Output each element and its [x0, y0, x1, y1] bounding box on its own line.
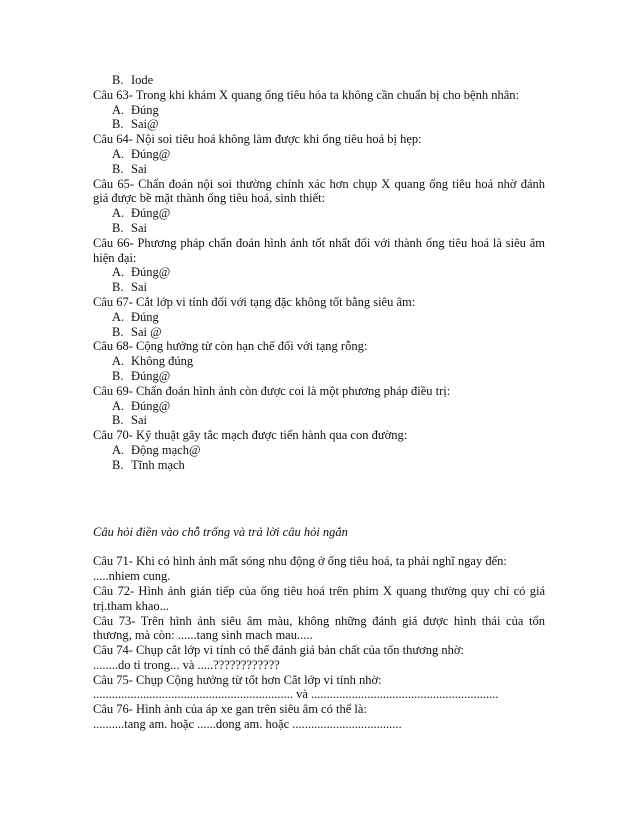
answer-option [93, 103, 545, 118]
answer-option [93, 413, 545, 428]
spacer [93, 539, 545, 554]
question-text: Câu 65- Chẩn đoán nội soi thường chính xác hơn chụp X quang ống tiêu hoá nhờ đánh giá được bề mặt thành ống tiêu hoá, sinh thiết: [93, 176, 545, 206]
answer-option [93, 354, 545, 369]
answer-option [93, 147, 545, 162]
answer-option [93, 325, 545, 340]
option-text: Đúng@ [131, 206, 171, 221]
option-letter: A. [112, 398, 125, 413]
option-letter: B. [112, 457, 124, 472]
option-text: Đúng [131, 309, 159, 324]
option-letter: A. [112, 354, 125, 369]
short-answer-blank: ................................................................ và ............................................................ [93, 687, 499, 702]
option-letter: A. [112, 265, 125, 280]
option-letter: A. [112, 102, 125, 117]
question-text: Câu 68- Cộng hưởng từ còn hạn chế đối với tạng rỗng: [93, 339, 368, 354]
short-question-text: Câu 71- Khi có hình ảnh mất sóng nhu động ở ống tiêu hoá, ta phải nghĩ ngay đến: [93, 554, 507, 569]
option-letter: B. [112, 161, 124, 176]
answer-option [93, 458, 545, 473]
option-b-iode [93, 73, 545, 88]
question-text: Câu 70- Kỹ thuật gây tắc mạch được tiến hành qua con đường: [93, 428, 408, 443]
question-text: Câu 63- Trong khi khám X quang ống tiêu hóa ta không cần chuẩn bị cho bệnh nhân: [93, 87, 519, 102]
option-text: Không đúng [131, 354, 194, 369]
option-text: Tĩnh mạch [131, 457, 185, 472]
option-letter: B. [112, 280, 124, 295]
option-text: Đúng@ [131, 265, 171, 280]
option-text: Sai [131, 413, 147, 428]
answer-option [93, 369, 545, 384]
option-text: Sai [131, 220, 147, 235]
short-answer-questions [93, 554, 545, 732]
short-answer-blank: ........do ti trong... và .....???????????? [93, 657, 280, 672]
option-letter: A. [112, 442, 125, 457]
option-text: Đúng@ [131, 398, 171, 413]
question-text: Câu 67- Cắt lớp vi tính đối với tạng đặc không tốt bằng siêu âm: [93, 294, 416, 309]
option-letter: B. [112, 117, 124, 132]
section-title: Câu hỏi điền vào chỗ trống và trả lời câu hỏi ngắn [93, 524, 348, 539]
option-text: Iode [131, 73, 154, 87]
option-text: Sai [131, 280, 147, 295]
answer-option [93, 310, 545, 325]
short-question-text: Câu 72- Hình ảnh gián tiếp của ống tiêu hoá trên phim X quang thường quy chỉ có giá trị.tham khao... [93, 583, 545, 613]
option-letter: A. [112, 206, 125, 221]
answer-option [93, 162, 545, 177]
answer-option [93, 206, 545, 221]
answer-option [93, 280, 545, 295]
question-text: Câu 69- Chẩn đoán hình ảnh còn được coi là một phương pháp điều trị: [93, 383, 451, 398]
option-letter: B. [112, 73, 124, 87]
option-letter: B. [112, 220, 124, 235]
option-text: Sai [131, 161, 147, 176]
option-text: Đúng [131, 102, 159, 117]
option-text: Sai@ [131, 117, 159, 132]
answer-option [93, 117, 545, 132]
short-question-text: Câu 74- Chụp cắt lớp vi tính có thể đánh giá bản chất của tổn thương nhờ: [93, 643, 464, 658]
short-answer-blank: .....nhiem cung. [93, 569, 171, 584]
short-question-text: Câu 73- Trên hình ảnh siêu âm màu, không những đánh giá được hình thái của tổn thương, mà còn: ......tang sinh mach mau..... [93, 613, 545, 643]
answer-option [93, 221, 545, 236]
option-letter: A. [112, 309, 125, 324]
document-content [93, 73, 545, 732]
short-question-text: Câu 75- Chụp Cộng hưởng từ tốt hơn Cắt lớp vi tính nhờ: [93, 672, 382, 687]
answer-option [93, 443, 545, 458]
answer-option [93, 399, 545, 414]
question-text: Câu 66- Phương pháp chẩn đoán hình ảnh tốt nhất đối với thành ống tiêu hoá là siêu âm hiện đại: [93, 235, 545, 265]
option-text: Động mạch@ [131, 442, 201, 457]
short-question-text: Câu 76- Hình ảnh của áp xe gan trên siêu âm có thể là: [93, 702, 367, 717]
option-letter: B. [112, 368, 124, 383]
short-answer-blank: ..........tang am. hoặc ......dong am. hoặc ................................... [93, 717, 402, 732]
option-letter: A. [112, 146, 125, 161]
answer-option [93, 265, 545, 280]
true-false-questions [93, 88, 545, 473]
option-text: Đúng@ [131, 368, 171, 383]
question-text: Câu 64- Nội soi tiêu hoá không làm được khi ống tiêu hoá bị hẹp: [93, 132, 422, 147]
option-letter: B. [112, 324, 124, 339]
option-letter: B. [112, 413, 124, 428]
option-text: Sai @ [131, 324, 162, 339]
option-text: Đúng@ [131, 146, 171, 161]
